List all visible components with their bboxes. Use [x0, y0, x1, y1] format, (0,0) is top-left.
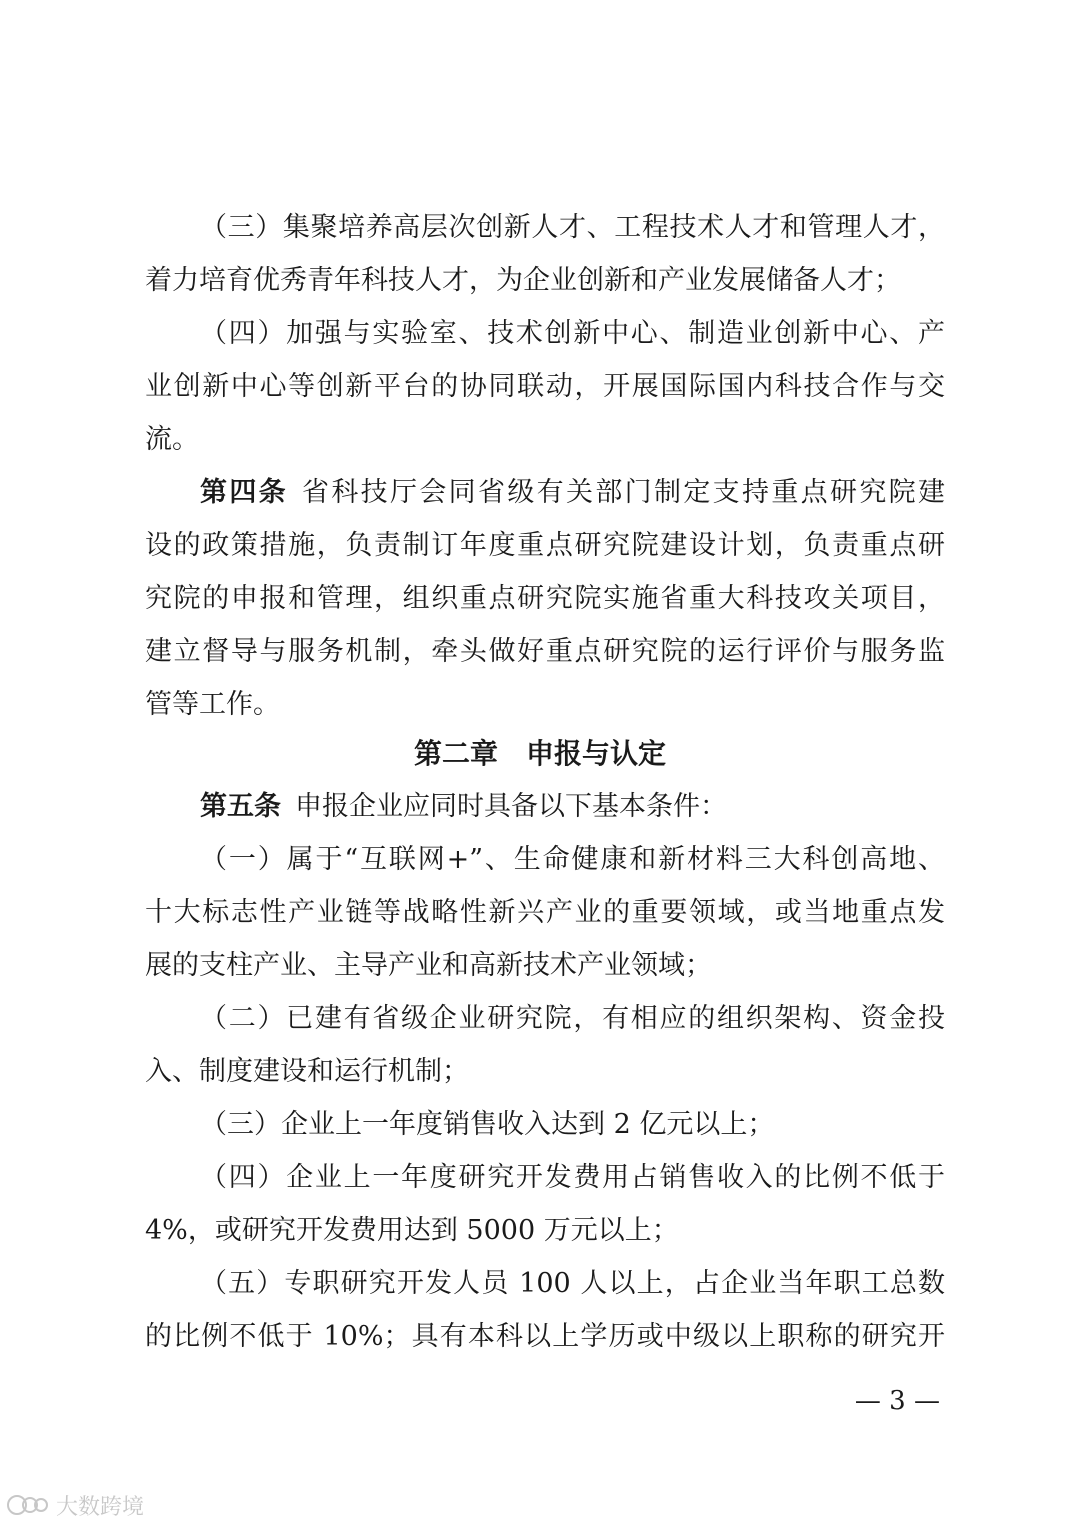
paragraph-line: 业创新中心等创新平台的协同联动，开展国际国内科技合作与交 — [145, 371, 945, 402]
watermark — [6, 1490, 144, 1520]
paragraph-line: 建立督导与服务机制，牵头做好重点研究院的运行评价与服务监 — [145, 636, 945, 667]
watermark-text: 大数跨境 — [56, 1494, 145, 1520]
article-5-first-line — [200, 789, 945, 825]
paragraph-line: （四）企业上一年度研究开发费用占销售收入的比例不低于 — [200, 1162, 945, 1193]
chapter-heading: 第二章 申报与认定 — [413, 737, 666, 770]
article-4-text: 省科技厅会同省级有关部门制定支持重点研究院建 — [302, 477, 945, 508]
paragraph-line: （一）属于“互联网+”、生命健康和新材料三大科创高地、 — [200, 844, 945, 875]
paragraph-line: 的比例不低于 10%；具有本科以上学历或中级以上职称的研究开 — [145, 1321, 945, 1352]
paragraph-line: 管等工作。 — [145, 689, 280, 720]
paragraph-line: 展的支柱产业、主导产业和高新技术产业领域； — [145, 950, 712, 981]
paragraph-line: 着力培育优秀青年科技人才，为企业创新和产业发展储备人才； — [145, 265, 901, 296]
watermark-logo-icon — [6, 1492, 50, 1518]
paragraph-line: 入、制度建设和运行机制； — [145, 1056, 469, 1087]
paragraph-line: （四）加强与实验室、技术创新中心、制造业创新中心、产 — [200, 318, 945, 349]
page-number: — 3 — — [854, 1386, 940, 1416]
paragraph-line: （二）已建有省级企业研究院，有相应的组织架构、资金投 — [200, 1003, 945, 1034]
paragraph-line: 流。 — [145, 424, 199, 455]
paragraph-line: 设的政策措施，负责制订年度重点研究院建设计划，负责重点研 — [145, 530, 945, 561]
paragraph-line: 究院的申报和管理，组织重点研究院实施省重大科技攻关项目， — [145, 583, 945, 614]
article-5-text: 申报企业应同时具备以下基本条件： — [295, 791, 727, 822]
paragraph-line: （五）专职研究开发人员 100 人以上，占企业当年职工总数 — [200, 1268, 945, 1299]
paragraph-line: 4%，或研究开发费用达到 5000 万元以上； — [145, 1215, 679, 1246]
article-4-first-line — [200, 475, 945, 511]
paragraph-line: （三）企业上一年度销售收入达到 2 亿元以上； — [200, 1109, 775, 1140]
article-4-label: 第四条 — [200, 477, 288, 508]
paragraph-line: （三）集聚培养高层次创新人才、工程技术人才和管理人才， — [200, 212, 945, 243]
paragraph-line: 十大标志性产业链等战略性新兴产业的重要领域，或当地重点发 — [145, 897, 945, 928]
article-5-label: 第五条 — [200, 791, 281, 822]
